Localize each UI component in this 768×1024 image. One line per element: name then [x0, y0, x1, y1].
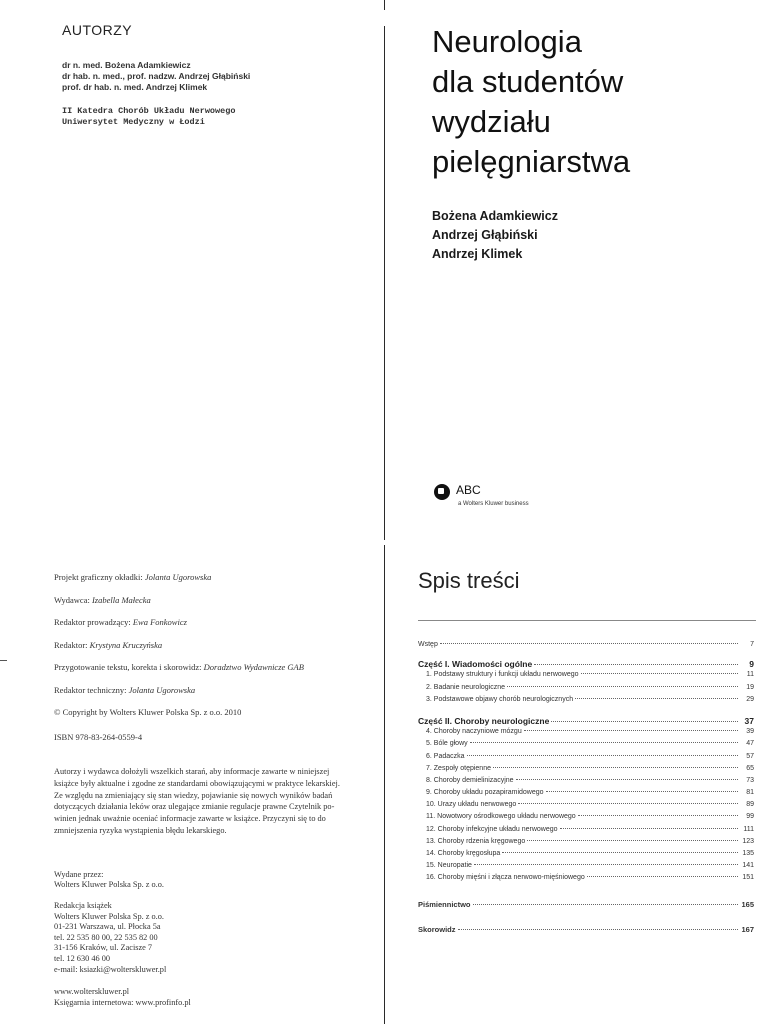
toc-part-entry — [418, 659, 754, 671]
toc-leader-dots — [587, 876, 738, 877]
toc-entry-label: 8. Choroby demielinizacyjne — [426, 776, 514, 784]
toc-leader-dots — [534, 664, 738, 665]
author-entry: dr n. med. Bożena Adamkiewicz — [62, 60, 191, 70]
toc-list — [418, 641, 754, 937]
toc-entry-label: 12. Choroby infekcyjne układu nerwowego — [426, 825, 558, 833]
disclaimer-line: zmniejszenia ryzyka wystąpienia błędu lekarskiego. — [54, 825, 227, 835]
editorial-line: tel. 22 535 80 00, 22 535 82 00 — [54, 932, 158, 942]
toc-entry — [418, 862, 754, 874]
toc-leader-dots — [551, 721, 738, 722]
toc-entry-page: 39 — [746, 728, 754, 736]
editorial-office — [54, 901, 366, 975]
toc-entry — [418, 850, 754, 862]
toc-entry-page: 19 — [746, 683, 754, 691]
title-page — [384, 0, 768, 540]
author-entry: dr hab. n. med., prof. nadzw. Andrzej Głąbiński — [62, 71, 251, 81]
toc-entry-page: 47 — [746, 740, 754, 748]
book-title — [432, 22, 630, 182]
toc-entry — [418, 728, 754, 740]
toc-entry-label: 2. Badanie neurologiczne — [426, 683, 506, 691]
authors-page — [0, 0, 384, 540]
toc-divider — [418, 620, 756, 621]
toc-leader-dots — [578, 815, 738, 816]
toc-entry-label: Część II. Choroby neurologiczne — [418, 715, 550, 726]
copyright-notice: © Copyright by Wolters Kluwer Polska Sp. z o.o. 2010 — [54, 707, 242, 717]
toc-entry-page: 57 — [746, 752, 754, 760]
disclaimer-line: Ze względu na zmieniający się stan wiedzy, pojawianie się nowych wyników badań — [54, 790, 333, 800]
toc-entry-page: 29 — [746, 695, 754, 703]
toc-leader-dots — [493, 767, 738, 768]
disclaimer-line: dotyczących działania leków oraz ulegające zmianie regulacje prawne Czytelnik po- — [54, 802, 335, 812]
toc-leader-dots — [473, 904, 738, 905]
publisher-name: ABC — [456, 483, 481, 497]
editorial-line: 01-231 Warszawa, ul. Płocka 5a — [54, 922, 161, 932]
credit-line: Redaktor: Krystyna Kruczyńska — [54, 639, 163, 650]
credit-line: Wydawca: Izabella Małecka — [54, 594, 151, 605]
authors-heading: AUTORZY — [62, 22, 133, 38]
toc-entry-label: 14. Choroby kręgosłupa — [426, 850, 501, 857]
toc-entry-page: 11 — [746, 671, 754, 679]
toc-entry — [418, 900, 754, 912]
toc-leader-dots — [474, 864, 738, 865]
toc-leader-dots — [575, 698, 738, 699]
website-link: www.wolterskluwer.pl — [54, 987, 130, 997]
toc-entry — [418, 801, 754, 813]
toc-entry-label: 9. Choroby układu pozapiramidowego — [426, 789, 544, 797]
toc-entry-page: 151 — [742, 874, 754, 882]
contents-page — [384, 540, 768, 1024]
toc-entry-page: 141 — [742, 862, 754, 870]
affiliation — [62, 106, 235, 128]
credit-line: Redaktor techniczny: Jolanta Ugorowska — [54, 684, 196, 695]
toc-entry-label: 4. Choroby naczyniowe mózgu — [426, 728, 522, 736]
publisher-logo-icon — [434, 484, 450, 500]
toc-entry-label: Wstęp — [418, 641, 438, 648]
toc-entry — [418, 777, 754, 789]
toc-entry — [418, 753, 754, 765]
toc-entry-label: Część I. Wiadomości ogólne — [418, 659, 533, 670]
toc-leader-dots — [527, 840, 738, 841]
toc-entry — [418, 789, 754, 801]
toc-entry-page: 99 — [746, 813, 754, 821]
toc-entry — [418, 671, 754, 683]
toc-leader-dots — [440, 643, 738, 644]
published-by-line: Wydane przez: — [54, 869, 104, 879]
title-author: Andrzej Klimek — [432, 247, 523, 261]
title-line: Neurologia — [432, 24, 582, 59]
toc-entry — [418, 641, 754, 653]
imprint-page — [0, 540, 384, 1024]
toc-entry-page: 7 — [750, 641, 754, 648]
title-authors — [432, 207, 558, 264]
toc-entry — [418, 696, 754, 708]
disclaimer-line: winien jednak uważnie oceniać informacje zawarte w książce. Przyczyni się to do — [54, 814, 326, 824]
title-line: wydziału — [432, 104, 551, 139]
affiliation-line: Uniwersytet Medyczny w Łodzi — [62, 117, 205, 127]
toc-spacer — [418, 912, 754, 925]
credit-line: Przygotowanie tekstu, korekta i skorowidz: Doradztwo Wydawnicze GAB — [54, 662, 304, 672]
toc-entry-label: 7. Zespoły otępienne — [426, 764, 491, 772]
editorial-line: Redakcja książek — [54, 900, 112, 910]
toc-leader-dots — [581, 673, 738, 674]
toc-entry-label: 10. Urazy układu nerwowego — [426, 801, 517, 809]
affiliation-line: II Katedra Chorób Układu Nerwowego — [62, 106, 236, 116]
toc-entry-page: 89 — [746, 801, 754, 809]
toc-entry-page: 65 — [746, 764, 754, 772]
credit-line: Redaktor prowadzący: Ewa Fonkowicz — [54, 617, 187, 627]
toc-entry-label: 1. Podstawy struktury i funkcji układu nerwowego — [426, 671, 579, 679]
toc-entry — [418, 813, 754, 825]
toc-entry-label: 5. Bóle głowy — [426, 740, 468, 748]
credit-line: Projekt graficzny okładki: Jolanta Ugorowska — [54, 572, 212, 582]
toc-entry — [418, 874, 754, 886]
author-entry: prof. dr hab. n. med. Andrzej Klimek — [62, 82, 208, 92]
toc-leader-dots — [502, 852, 738, 853]
disclaimer-line: książce były aktualne i zgodne ze standardami obowiązującymi w praktyce lekarskiej. — [54, 778, 340, 788]
editorial-line: 31-156 Kraków, ul. Zacisze 7 — [54, 943, 153, 953]
toc-leader-dots — [467, 755, 738, 756]
author-list — [62, 60, 250, 93]
isbn: ISBN 978-83-264-0559-4 — [54, 732, 143, 742]
web-links — [54, 987, 366, 1008]
toc-entry-page: 165 — [741, 899, 754, 909]
imprint-text — [54, 572, 366, 1008]
toc-entry-page: 73 — [746, 776, 754, 784]
toc-entry-page: 81 — [746, 789, 754, 797]
toc-leader-dots — [516, 779, 738, 780]
toc-entry-label: Piśmiennictwo — [418, 899, 471, 909]
bookstore-link: Księgarnia internetowa: www.profinfo.pl — [54, 997, 191, 1007]
toc-entry-label: 11. Nowotwory ośrodkowego układu nerwowego — [426, 813, 576, 821]
editorial-line: tel. 12 630 46 00 — [54, 953, 110, 963]
toc-entry-page: 111 — [743, 825, 754, 833]
disclaimer-line: Autorzy i wydawca dołożyli wszelkich starań, aby informacje zawarte w niniejszej — [54, 767, 330, 776]
editorial-line: e-mail: ksiazki@wolterskluwer.pl — [54, 964, 167, 974]
toc-leader-dots — [507, 686, 738, 687]
toc-leader-dots — [458, 929, 738, 930]
publisher-tagline: a Wolters Kluwer business — [458, 501, 529, 507]
title-line: dla studentów — [432, 64, 624, 99]
editorial-line: Wolters Kluwer Polska Sp. z o.o. — [54, 911, 164, 921]
published-by-line: Wolters Kluwer Polska Sp. z o.o. — [54, 880, 164, 890]
toc-entry-label: 15. Neuropatie — [426, 862, 472, 870]
toc-leader-dots — [560, 828, 738, 829]
toc-entry — [418, 765, 754, 777]
toc-spacer — [418, 708, 754, 716]
toc-entry-label: 6. Padaczka — [426, 752, 465, 760]
toc-entry-page: 37 — [744, 715, 754, 726]
toc-entry — [418, 925, 754, 937]
toc-entry-label: Skorowidz — [418, 924, 456, 934]
toc-spacer — [418, 887, 754, 900]
toc-entry — [418, 838, 754, 850]
toc-leader-dots — [518, 803, 738, 804]
title-author: Bożena Adamkiewicz — [432, 209, 558, 223]
toc-part-entry — [418, 716, 754, 728]
toc-entry — [418, 826, 754, 838]
toc-entry-page: 135 — [742, 850, 754, 857]
disclaimer — [54, 766, 366, 837]
toc-entry-label: 3. Podstawowe objawy chorób neurologicznych — [426, 695, 574, 703]
toc-entry-page: 167 — [741, 924, 754, 934]
toc-entry-label: 13. Choroby rdzenia kręgowego — [426, 837, 526, 845]
toc-entry-label: 16. Choroby mięśni i złącza nerwowo-mięśniowego — [426, 874, 585, 882]
published-by — [54, 870, 366, 891]
toc-leader-dots — [546, 791, 738, 792]
title-line: pielęgniarstwa — [432, 144, 631, 179]
toc-leader-dots — [524, 730, 738, 731]
toc-entry-page: 123 — [742, 837, 754, 845]
title-author: Andrzej Głąbiński — [432, 228, 538, 242]
toc-entry-page: 9 — [749, 659, 754, 670]
toc-entry — [418, 740, 754, 752]
toc-leader-dots — [470, 742, 738, 743]
toc-entry — [418, 684, 754, 696]
toc-title: Spis treści — [418, 568, 520, 593]
